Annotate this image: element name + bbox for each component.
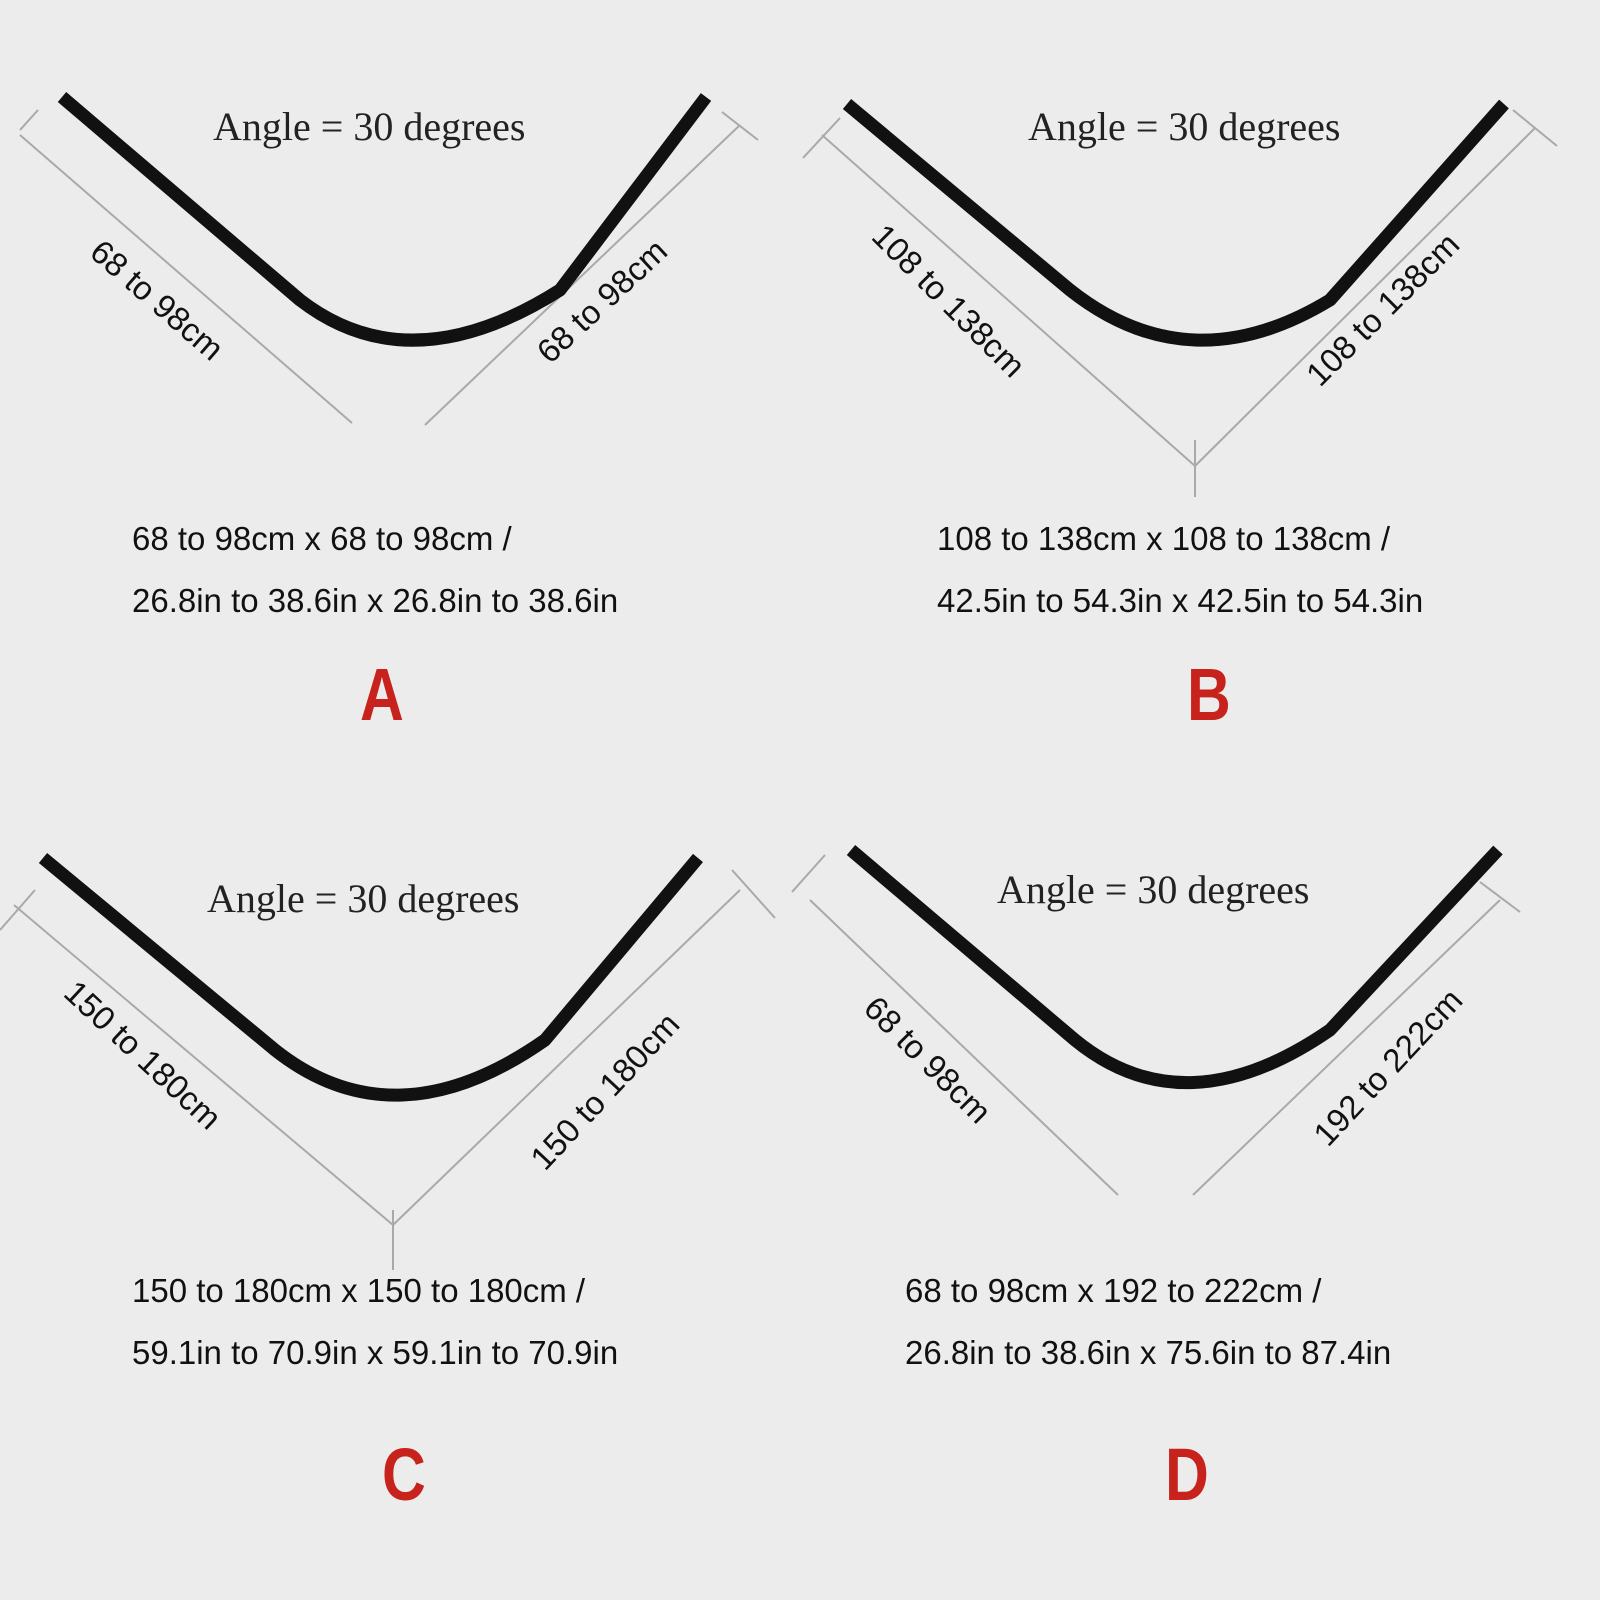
dimension-tick-left [0, 890, 35, 930]
size-metric: 150 to 180cm x 150 to 180cm / [132, 1272, 586, 1309]
left-dimension-label: 68 to 98cm [83, 232, 231, 368]
dimension-line-right [393, 890, 740, 1225]
size-metric: 68 to 98cm x 192 to 222cm / [905, 1272, 1322, 1309]
left-dimension-label: 150 to 180cm [57, 973, 229, 1137]
dimension-line-right [1193, 900, 1500, 1195]
angle-label: Angle = 30 degrees [1028, 104, 1341, 149]
variant-letter: B [1187, 653, 1231, 736]
size-imperial: 59.1in to 70.9in x 59.1in to 70.9in [132, 1334, 619, 1371]
panel-c [0, 800, 800, 1600]
size-imperial: 26.8in to 38.6in x 26.8in to 38.6in [132, 582, 619, 619]
panel-d [800, 800, 1600, 1600]
variant-letter: C [382, 1433, 426, 1516]
dimension-line-left [822, 135, 1195, 466]
angle-label: Angle = 30 degrees [213, 104, 526, 149]
dimension-tick-left [20, 110, 38, 130]
right-dimension-label: 108 to 138cm [1298, 225, 1467, 393]
dimension-line-right [425, 125, 740, 425]
size-metric: 108 to 138cm x 108 to 138cm / [937, 520, 1391, 557]
size-metric: 68 to 98cm x 68 to 98cm / [132, 520, 512, 557]
dimension-tick-right [1480, 882, 1520, 912]
dimension-tick-right [1513, 110, 1557, 146]
left-dimension-label: 108 to 138cm [865, 216, 1033, 385]
dimension-tick-right [732, 870, 775, 918]
dimension-tick-left [803, 118, 840, 158]
size-imperial: 42.5in to 54.3in x 42.5in to 54.3in [937, 582, 1424, 619]
dimension-line-left [14, 905, 393, 1225]
variant-letter: D [1165, 1433, 1209, 1516]
variant-letter: A [360, 653, 404, 736]
right-dimension-label: 150 to 180cm [523, 1005, 687, 1177]
dimension-line-left [20, 135, 352, 423]
panel-a [0, 0, 800, 800]
dimension-line-right [1195, 128, 1535, 466]
right-dimension-label: 192 to 222cm [1306, 981, 1470, 1153]
right-dimension-label: 68 to 98cm [529, 231, 675, 371]
size-imperial: 26.8in to 38.6in x 75.6in to 87.4in [905, 1334, 1392, 1371]
left-dimension-label: 68 to 98cm [857, 988, 999, 1131]
panel-b [800, 0, 1600, 800]
angle-label: Angle = 30 degrees [997, 867, 1310, 912]
angle-label: Angle = 30 degrees [207, 876, 520, 921]
